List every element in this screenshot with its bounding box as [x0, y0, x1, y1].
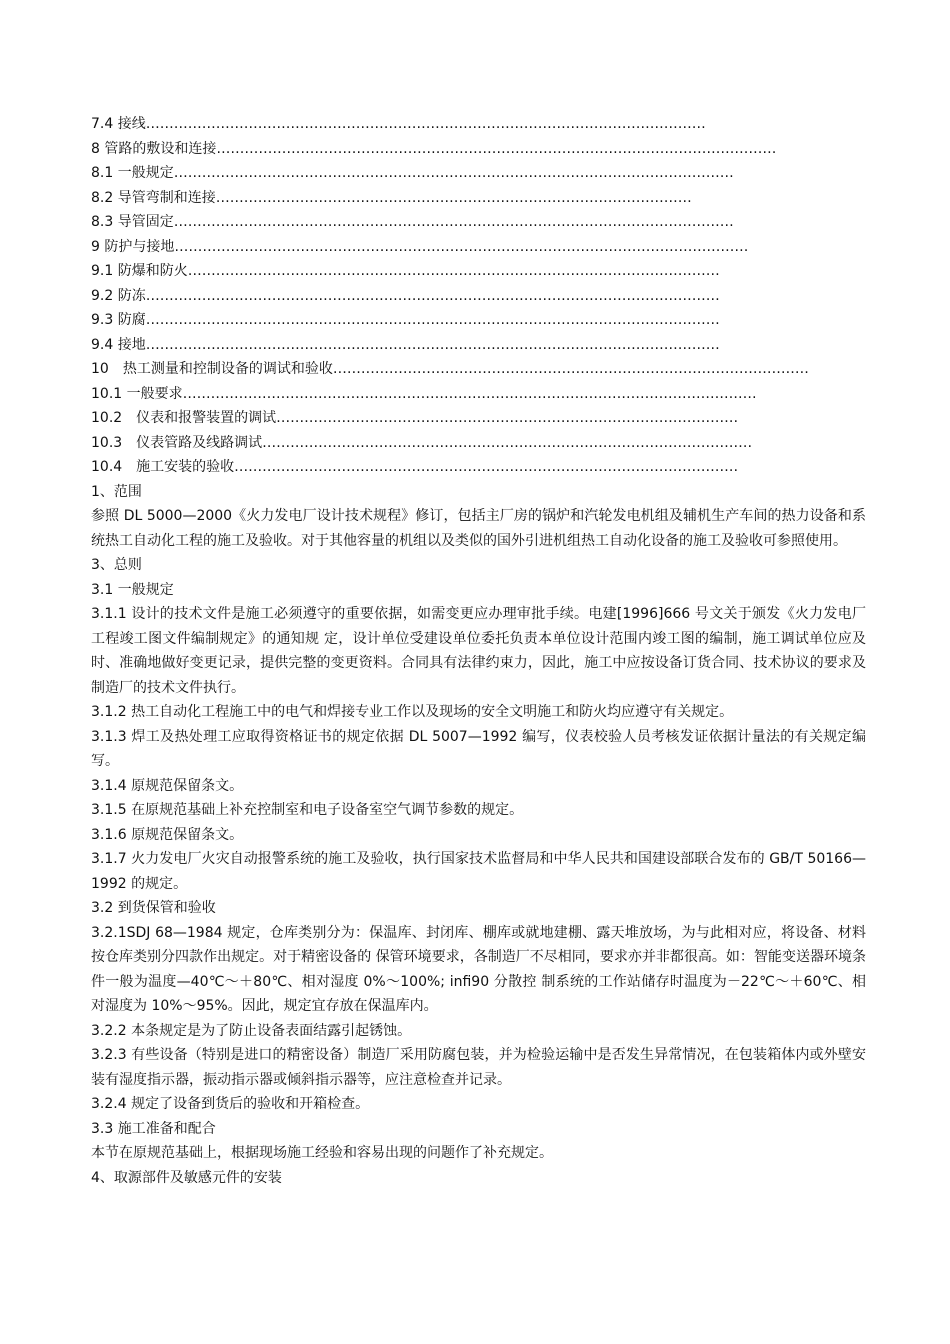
toc-entry: [91, 161, 866, 186]
toc-entry-title: 10.2 仪表和报警装置的调试: [91, 410, 277, 426]
toc-entry: [91, 357, 866, 382]
toc-entry-title: 10 热工测量和控制设备的调试和验收: [91, 361, 333, 377]
clause-paragraph: 3.2.3 有些设备（特别是进口的精密设备）制造厂采用防腐包装，并为检验运输中是否发生异常情况，在包装箱体内或外壁安装有湿度指示器，振动指示器或倾斜指示器等，应注意检查并记录。: [91, 1047, 866, 1088]
subsection-heading: 3.2 到货保管和验收: [91, 900, 216, 916]
toc-entry: [91, 259, 866, 284]
toc-leader-dots: ……………………………………………………………………………………………: [262, 434, 753, 451]
toc-entry: [91, 333, 866, 358]
clause-paragraph: 3.1.1 设计的技术文件是施工必须遵守的重要依据，如需变更应办理审批手续。电建[1996]666 号文关于颁发《火力发电厂工程竣工图文件编制规定》的通知规 定，设计单位受建设单位委托负责本单位设计范围内竣工图的编制，施工调试单位应及时、准确地做好变更记录，提供完整的变更资料。合同具有法律约束力，因此，施工中应按设备订货合同、技术协议的要求及制造厂的技术文件执行。: [91, 606, 866, 696]
toc-leader-dots: ……………………………………………………………………………………………………: [187, 263, 720, 279]
subsection-heading: 3.1 一般规定: [91, 581, 174, 598]
toc-entry-title: 8.3 导管固定: [91, 214, 174, 230]
section-heading: 4、取源部件及敏感元件的安装: [91, 1169, 282, 1186]
clause-paragraph: 3.1.2 热工自动化工程施工中的电气和焊接专业工作以及现场的安全文明施工和防火均应遵守有关规定。: [91, 704, 734, 720]
clause-paragraph: 3.2.4 规定了设备到货后的验收和开箱检查。: [91, 1096, 370, 1112]
document-page: [91, 112, 866, 1190]
toc-entry: [91, 112, 866, 137]
toc-entry: [91, 186, 866, 211]
toc-leader-dots: …………………………………………………………………………………………………………: [173, 214, 734, 230]
toc-entry: [91, 210, 866, 235]
clause-paragraph: 3.1.6 原规范保留条文。: [91, 826, 244, 843]
subsection-heading: 3.3 施工准备和配合: [91, 1120, 216, 1137]
toc-entry-title: 8.2 导管弯制和连接: [91, 189, 216, 206]
toc-leader-dots: …………………………………………………………………………………………: [215, 189, 692, 206]
toc-entry-title: 10.3 仪表管路及线路调试: [91, 434, 263, 451]
toc-leader-dots: ……………………………………………………………………………………………………………: [145, 312, 720, 328]
toc-leader-dots: ………………………………………………………………………………………: [276, 410, 739, 426]
toc-entry-title: 9.1 防爆和防火: [91, 263, 188, 279]
paragraph: 本节在原规范基础上，根据现场施工经验和容易出现的问题作了补充规定。: [91, 1145, 553, 1161]
clause-paragraph: 3.2.1SDJ 68—1984 规定，仓库类别分为：保温库、封闭库、棚库或就地建棚、露天堆放场，为与此相对应，将设备、材料按仓库类别分四款作出规定。对于精密设备的 保管环境要求，各制造厂不尽相同，要求亦并非都很高。如：智能变送器环境条件一般为温度—40℃～＋80℃、相对湿度 0%～100%; infi90 分散控 制系统的工作站储存时温度为－22℃～＋60℃、相对湿度为 10%～95%。因此，规定宜存放在保温库内。: [91, 924, 866, 1014]
toc-entry: [91, 284, 866, 309]
document-body: [91, 480, 866, 1191]
toc-entry-title: 9 防护与接地: [91, 238, 175, 255]
clause-paragraph: 3.2.2 本条规定是为了防止设备表面结露引起锈蚀。: [91, 1022, 412, 1039]
toc-entry: [91, 406, 866, 431]
toc-entry: [91, 431, 866, 456]
toc-entry: [91, 308, 866, 333]
section-heading: 1、范围: [91, 483, 142, 500]
toc-entry-title: 10.4 施工安装的验收: [91, 459, 235, 475]
toc-leader-dots: ……………………………………………………………………………………………………………: [145, 287, 720, 304]
clause-paragraph: 3.1.3 焊工及热处理工应取得资格证书的规定依据 DL 5007—1992 编写，仪表校验人员考核发证依据计量法的有关规定编写。: [91, 728, 866, 769]
paragraph: 参照 DL 5000—2000《火力发电厂设计技术规程》修订，包括主厂房的锅炉和汽轮发电机组及辅机生产车间的热力设备和系统热工自动化工程的施工及验收。对于其他容量的机组以及类似的国外引进机组热工自动化设备的施工及验收可参照使用。: [91, 508, 866, 549]
toc-entry: [91, 382, 866, 407]
clause-paragraph: 3.1.4 原规范保留条文。: [91, 777, 244, 794]
toc-leader-dots: …………………………………………………………………………………………………………: [216, 140, 777, 157]
toc-entry-title: 8 管路的敷设和连接: [91, 140, 217, 157]
table-of-contents: [91, 112, 866, 480]
toc-entry-title: 9.2 防冻: [91, 287, 146, 304]
toc-leader-dots: ………………………………………………………………………………………………: [234, 459, 739, 475]
toc-leader-dots: ……………………………………………………………………………………………………………: [145, 336, 720, 353]
clause-paragraph: 3.1.7 火力发电厂火灾自动报警系统的施工及验收，执行国家技术监督局和中华人民共和国建设部联合发布的 GB/T 50166—1992 的规定。: [91, 851, 866, 892]
clause-paragraph: 3.1.5 在原规范基础上补充控制室和电子设备室空气调节参数的规定。: [91, 802, 524, 818]
toc-entry-title: 9.3 防腐: [91, 312, 146, 328]
toc-leader-dots: …………………………………………………………………………………………………………: [173, 165, 734, 181]
toc-entry: [91, 137, 866, 162]
toc-leader-dots: …………………………………………………………………………………………: [332, 361, 809, 377]
section-heading: 3、总则: [91, 557, 142, 573]
toc-leader-dots: ……………………………………………………………………………………………………………: [182, 385, 757, 402]
toc-leader-dots: ……………………………………………………………………………………………………………: [174, 238, 749, 255]
toc-entry: [91, 455, 866, 480]
toc-entry-title: 9.4 接地: [91, 336, 146, 353]
toc-entry: [91, 235, 866, 260]
toc-entry-title: 8.1 一般规定: [91, 165, 174, 181]
toc-leader-dots: …………………………………………………………………………………………………………: [145, 116, 706, 132]
toc-entry-title: 10.1 一般要求: [91, 385, 183, 402]
toc-entry-title: 7.4 接线: [91, 116, 146, 132]
